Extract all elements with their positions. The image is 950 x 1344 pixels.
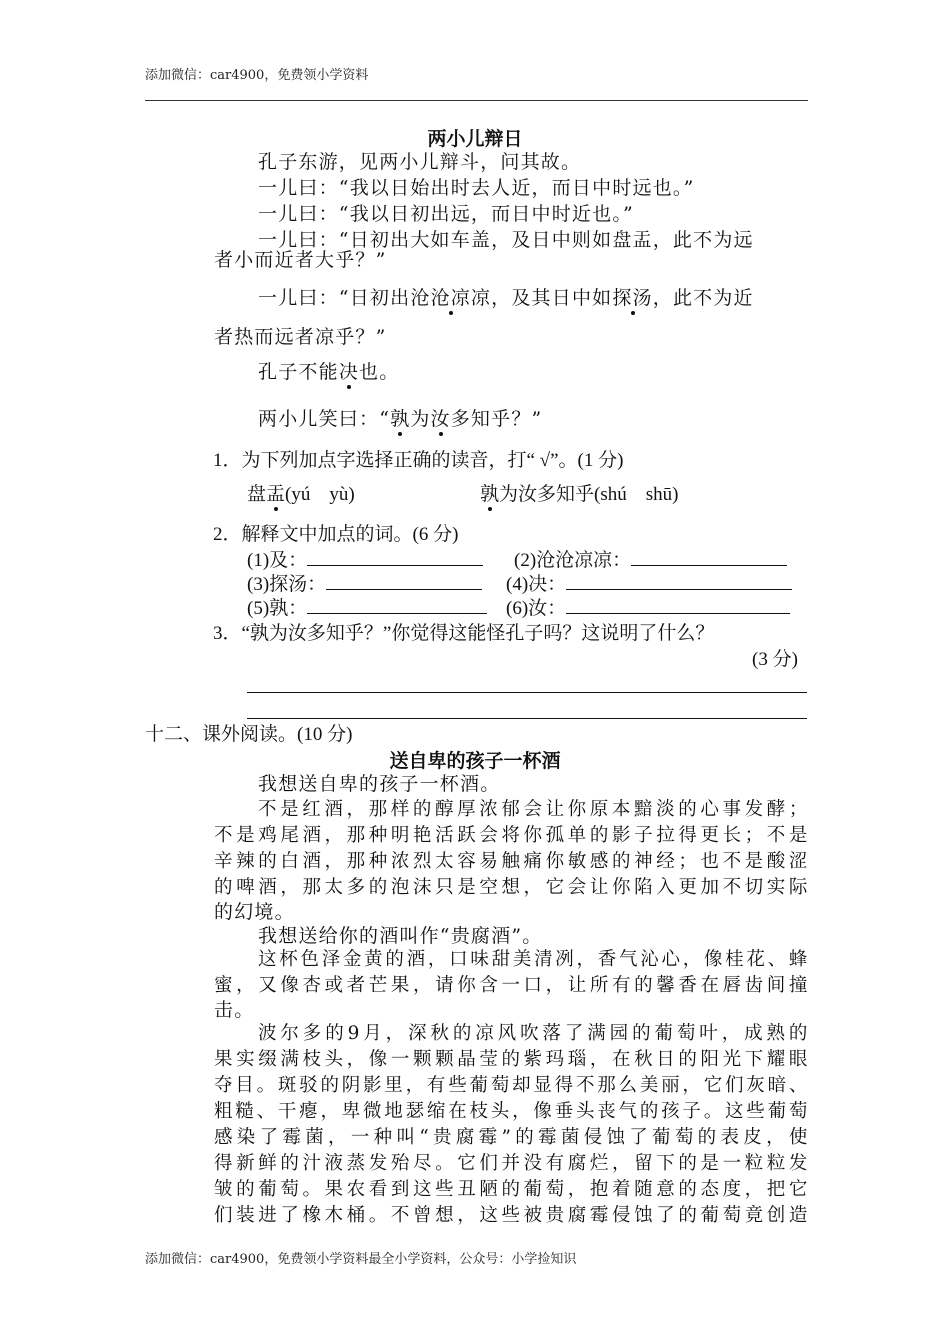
passage-line: 两小儿笑曰：“孰为汝多知乎？”: [258, 408, 543, 430]
article-line: 感染了霉菌，一种叫“贵腐霉”的霉菌侵蚀了葡萄的表皮，使: [214, 1127, 808, 1148]
dotted-word: 沧沧凉凉: [410, 287, 492, 309]
passage-line: 者热而远者凉乎？”: [214, 326, 387, 348]
answer-line[interactable]: [247, 718, 807, 719]
page-footer: 添加微信：car4900，免费领小学资料最全小学资料，公众号：小学捡知识: [145, 1252, 577, 1267]
answer-blank[interactable]: [566, 595, 790, 614]
question-2: 2．解释文中加点的词。(6 分): [213, 524, 459, 545]
answer-blank[interactable]: [631, 547, 787, 566]
article-line: 这杯色泽金黄的酒，口味甜美清冽，香气沁心，像桂花、蜂: [258, 949, 808, 970]
dotted-word: 决: [338, 361, 360, 383]
question-2-item: (4)决：: [506, 571, 792, 598]
article-line: 波尔多的9月，深秋的凉风吹落了满园的葡萄叶，成熟的: [258, 1023, 808, 1044]
answer-line[interactable]: [247, 692, 807, 693]
passage-line: 孔子不能决也。: [258, 361, 400, 383]
passage-line: 一儿曰：“日初出沧沧凉凉，及其日中如探汤，此不为近: [258, 287, 754, 309]
article-line: 粗糙、干瘪，卑微地瑟缩在枝头，像垂头丧气的孩子。这些葡萄: [214, 1101, 808, 1122]
dotted-word: 孰: [390, 408, 411, 430]
article-line: 我想送自卑的孩子一杯酒。: [258, 773, 501, 795]
article-line: 夺目。斑驳的阴影里，有些葡萄却显得不那么美丽，它们灰暗、: [214, 1075, 808, 1096]
question-3: 3．“孰为汝多知乎？”你觉得这能怪孔子吗？这说明了什么？: [213, 623, 715, 644]
article-line: 的幻境。: [214, 901, 295, 923]
article-line: 蜜，又像杏或者芒果，请你含一口，让所有的馨香在唇齿间撞: [214, 975, 808, 996]
passage-line: 一儿曰：“我以日始出时去人近，而日中时远也。”: [258, 177, 695, 199]
dotted-word: 汝: [430, 408, 451, 430]
article-line: 果实缀满枝头，像一颗颗晶莹的紫玛瑙，在秋日的阳光下耀眼: [214, 1049, 808, 1070]
question-2-item: (6)汝：: [506, 595, 790, 622]
passage-title: 两小儿辩日: [427, 128, 523, 150]
question-1-option-a: 盘盂(yú yù): [247, 484, 355, 505]
passage-line: 者小而近者大乎？”: [214, 249, 387, 271]
article-line: 的啤酒，那太多的泡沫只是空想，它会让你陷入更加不切实际: [214, 877, 808, 898]
article-line: 击。: [214, 999, 255, 1021]
passage-line: 一儿曰：“日初出大如车盖，及日中则如盘盂，此不为远: [258, 229, 754, 251]
article-line: 我想送给你的酒叫作“贵腐酒”。: [258, 925, 543, 947]
question-2-item: (5)孰：: [247, 595, 487, 622]
answer-blank[interactable]: [307, 547, 483, 566]
question-2-item: (3)探汤：: [247, 571, 482, 598]
question-3-score: (3 分): [752, 649, 798, 670]
article-line: 辛辣的白酒，那种浓烈太容易触痛你敏感的神经；也不是酸涩: [214, 851, 808, 872]
dotted-word: 探汤: [612, 287, 653, 309]
article-line: 们装进了橡木桶。不曾想，这些被贵腐霉侵蚀了的葡萄竟创造: [214, 1205, 808, 1226]
question-2-item: (2)沧沧凉凉：: [514, 547, 787, 574]
question-1-option-b: 孰为汝多知乎(shú shū): [480, 484, 679, 505]
answer-blank[interactable]: [326, 571, 482, 590]
section-heading: 十二、课外阅读。(10 分): [145, 724, 353, 745]
article-line: 皱的葡萄。果农看到这些丑陋的葡萄，抱着随意的态度，把它: [214, 1179, 808, 1200]
article-title: 送自卑的孩子一杯酒: [389, 750, 561, 772]
answer-blank[interactable]: [307, 595, 487, 614]
page-header: 添加微信：car4900，免费领小学资料: [145, 68, 369, 83]
question-2-item: (1)及：: [247, 547, 483, 574]
answer-blank[interactable]: [566, 571, 792, 590]
question-1: 1．为下列加点字选择正确的读音，打“ √”。(1 分): [213, 450, 624, 471]
passage-line: 一儿曰：“我以日初出远，而日中时近也。”: [258, 203, 634, 225]
article-line: 不是鸡尾酒，那种明艳活跃会将你孤单的影子拉得更长；不是: [214, 825, 808, 846]
article-line: 不是红酒，那样的醇厚浓郁会让你原本黯淡的心事发酵；: [258, 799, 808, 820]
header-divider: [145, 100, 808, 101]
passage-line: 孔子东游，见两小儿辩斗，问其故。: [258, 151, 582, 173]
article-line: 得新鲜的汁液蒸发殆尽。它们并没有腐烂，留下的是一粒粒发: [214, 1153, 808, 1174]
